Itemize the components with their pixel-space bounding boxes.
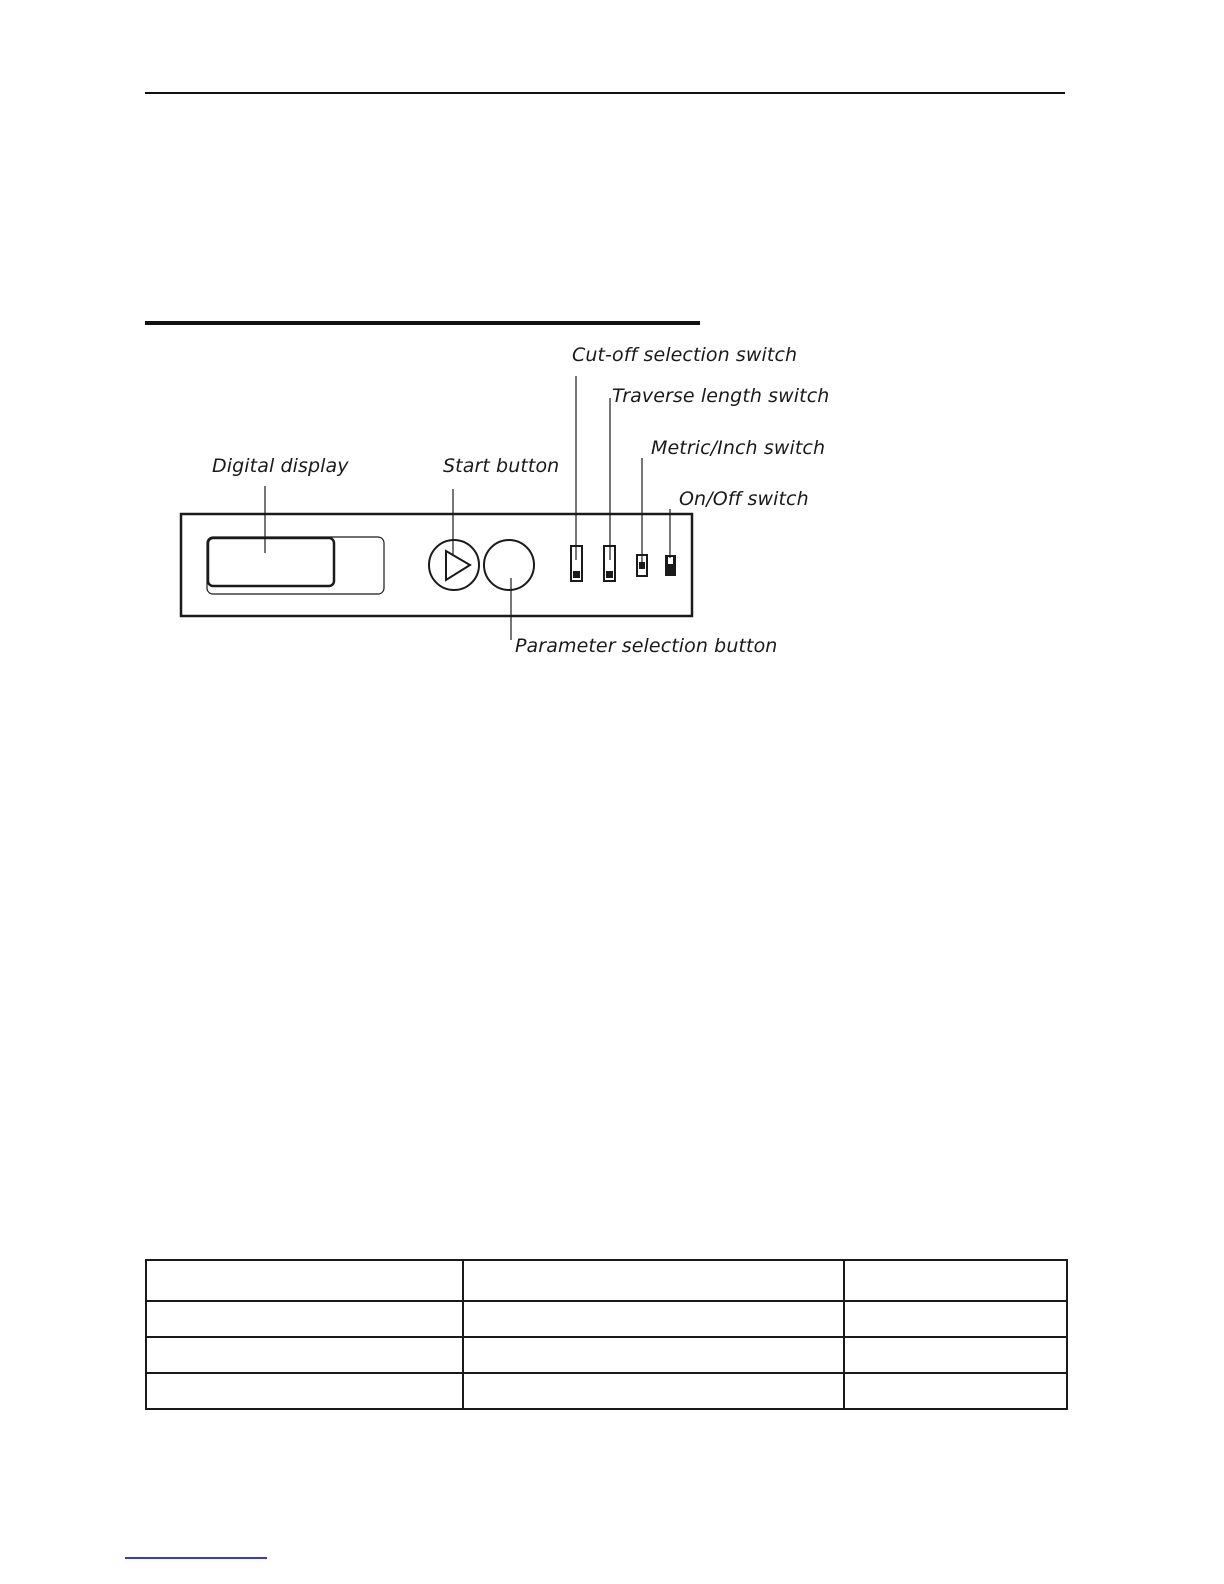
table-cell bbox=[463, 1260, 844, 1301]
metric-inch-switch-toggle bbox=[639, 562, 645, 569]
table-cell bbox=[844, 1301, 1067, 1337]
table-cell bbox=[146, 1260, 463, 1301]
footer-link-underline[interactable] bbox=[125, 1557, 267, 1559]
start-button-label: Start button bbox=[443, 455, 560, 477]
spec-table-container bbox=[145, 1259, 1066, 1410]
table-cell bbox=[463, 1301, 844, 1337]
table-cell bbox=[844, 1337, 1067, 1373]
digital-display-screen bbox=[208, 538, 334, 586]
traverse-switch-toggle bbox=[606, 571, 613, 578]
cutoff-switch-toggle bbox=[573, 571, 580, 578]
table-cell bbox=[146, 1337, 463, 1373]
on-off-switch-label: On/Off switch bbox=[679, 488, 809, 510]
table-cell bbox=[463, 1373, 844, 1409]
table-row bbox=[146, 1301, 1067, 1337]
control-panel-diagram bbox=[0, 0, 1224, 700]
table-cell bbox=[146, 1301, 463, 1337]
table-cell bbox=[844, 1373, 1067, 1409]
parameter-button-circle bbox=[484, 540, 534, 590]
metric-inch-switch-label: Metric/Inch switch bbox=[651, 437, 826, 459]
table-row bbox=[146, 1373, 1067, 1409]
table-cell bbox=[844, 1260, 1067, 1301]
on-off-switch-toggle bbox=[668, 557, 673, 564]
table-cell bbox=[463, 1337, 844, 1373]
parameter-button-label: Parameter selection button bbox=[515, 635, 778, 657]
play-icon bbox=[446, 551, 470, 580]
table-cell bbox=[146, 1373, 463, 1409]
digital-display-label: Digital display bbox=[212, 455, 349, 477]
table-row bbox=[146, 1337, 1067, 1373]
cutoff-switch-label: Cut-off selection switch bbox=[572, 344, 798, 366]
table-header-row bbox=[146, 1260, 1067, 1301]
traverse-switch-label: Traverse length switch bbox=[612, 385, 830, 407]
spec-table bbox=[145, 1259, 1068, 1410]
